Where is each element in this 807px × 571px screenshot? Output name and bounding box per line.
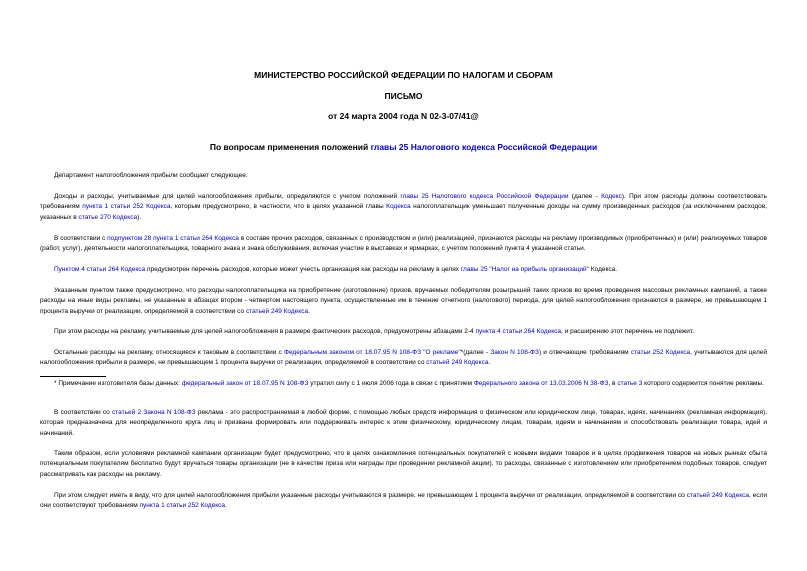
paragraph-5 xyxy=(40,286,767,317)
paragraph-7 xyxy=(40,348,767,369)
p6-text-1: При этом расходы на рекламу, учитываемые для целей налогообложения в размере фактических расходов, предусмотрены абзацами 2-4 xyxy=(54,328,476,335)
p5-text-2: . xyxy=(308,307,310,315)
paragraph-1 xyxy=(40,171,767,181)
p10-text-1: При этом следует иметь в виду, что для целей налогообложения прибыли указанные расходы учитываются в размере, не превышающем 1 процента выручки от реализации, определяемой в соответствии со xyxy=(54,492,687,499)
p2-text-6: ). xyxy=(137,213,142,221)
p1-text: Департамент налогообложения прибыли сообщает следующее. xyxy=(54,172,248,179)
fn-text-3: , в xyxy=(608,380,618,387)
paragraph-6 xyxy=(40,327,767,337)
p3-text-2: в составе прочих расходов, связанных с производством и (или) реализацией, признаются расходы на рекламу производимых (приобретенных) и (или) реализуемых товаров (работ, услуг), деятельности налогоплательщика, товарного знака и знака обслуживания, включая участие в выставках и ярмарках, с учетом положений пункта 4 указанной статьи. xyxy=(40,235,767,253)
p4-link-point-4[interactable]: Пунктом 4 статьи 264 Кодекса xyxy=(54,266,146,273)
p9-text-1: Таким образом, если условиями рекламной кампании организации будет предусмотрено, что в целях ознакомления потенциальных покупателей с новыми видами товаров и в целях продвижения товаров на новых рынках сбыта потенциальным покупателям бесплатно будут вручаться товары организации (не в качестве приза или награды при проведении рекламной акции), то расходы, связанные с изготовлением или приобретением подобных товаров, следует рассматривать как расходы на рекламу. xyxy=(40,450,767,478)
p5-text-1: Указанным пунктом также предусмотрено, что расходы налогоплательщика на приобретение (изготовление) призов, вручаемых победителям розыгрышей таких призов во время проведения массовых рекламных кампаний, а также расходы на иные виды рекламы, не указанные в абзацах втором - четвертом настоящего пункта, осуществленные им в течение отчетного (налогового) периода, для целей налогообложения признаются в размере, не превышающем 1 процента выручки от реализации, определяемой в соответствии со xyxy=(40,287,767,315)
p10-text-2: , если они соответствуют требованиям xyxy=(40,492,768,510)
p2-link-article-252[interactable]: пункта 1 статьи 252 Кодекса xyxy=(82,203,171,211)
p2-link-code[interactable]: Кодекс xyxy=(601,193,622,200)
paragraph-8 xyxy=(40,408,767,439)
p5-link-article-249[interactable]: статьей 249 Кодекса xyxy=(245,307,309,315)
p7-text-2: *(далее - xyxy=(460,349,491,356)
p7-link-article-252[interactable]: статьи 252 Кодекса xyxy=(630,349,691,356)
footnote-divider xyxy=(40,376,106,377)
p10-text-3: . xyxy=(225,502,227,510)
p7-text-5: . xyxy=(488,359,491,367)
p7-text-4: , учитываются для целей налогообложения прибыли в размере, не превышающем 1 процента выручки от реализации, определяемой в соответствии со xyxy=(40,349,767,367)
paragraph-10 xyxy=(40,491,767,512)
p2-link-article-270[interactable]: статье 270 Кодекса xyxy=(78,213,138,221)
p4-link-chapter-25[interactable]: главы 25 "Налог на прибыль организаций" xyxy=(460,266,589,273)
p2-link-chapter-25[interactable]: главы 25 Налогового кодекса Российской Федерации xyxy=(400,193,569,200)
p3-text-1: В соответствии с xyxy=(54,235,108,242)
paragraph-4 xyxy=(40,265,767,275)
document-type: ПИСЬМО xyxy=(384,91,423,101)
p7-link-article-249[interactable]: статьей 249 Кодекса xyxy=(426,359,489,367)
p8-text-2: реклама - это распространяемая в любой форме, с помощью любых средств информация о физическом или юридическом лице, товарах, идеях, начинаниях (рекламная информация), которая предназначена для неопределенного круга лиц и призвана формировать или поддерживать интерес к этим физическому, юридическому лицам, товарам, идеям и начинаниям и способствовать реализации товара, идей и начинаний. xyxy=(40,409,767,437)
p2-text-2: (далее - xyxy=(568,193,602,200)
document-subject xyxy=(0,142,807,152)
p6-text-2: , и расширению этот перечень не подлежит. xyxy=(561,328,694,335)
fn-link-federal-law-38[interactable]: Федерального закона от 13.03.2006 N 38-ФЗ xyxy=(473,380,609,387)
p2-text-3: ). При этом расходы должны соответствовать требованиям xyxy=(40,193,767,211)
subject-prefix: По вопросам применения положений xyxy=(209,142,371,152)
p4-text-2: Кодекса. xyxy=(589,266,618,273)
fn-link-federal-law-108[interactable]: федеральный закон от 18.07.95 N 108-ФЗ xyxy=(181,380,309,387)
fn-link-article-3[interactable]: статье 3 xyxy=(617,380,643,387)
p7-link-law-108[interactable]: Закон N 108-ФЗ xyxy=(490,349,539,356)
p2-text-1: Доходы и расходы, учитываемые для целей налогообложения прибыли, определяются с учетом положений xyxy=(54,193,401,200)
p8-text-1: В соответствии со xyxy=(54,409,112,416)
p8-link-article-2[interactable]: статьей 2 Закона N 108-ФЗ xyxy=(112,409,196,416)
p6-link-point-4[interactable]: пункта 4 статьи 264 Кодекса xyxy=(475,328,562,335)
fn-text-4: которого содержится понятие рекламы. xyxy=(642,380,764,387)
paragraph-9 xyxy=(40,449,767,480)
p10-link-article-249[interactable]: статьей 249 Кодекса xyxy=(686,492,750,499)
fn-text-2: утратил силу с 1 июля 2006 года в связи с принятием xyxy=(308,380,474,387)
p2-text-5: налогоплательщик уменьшает полученные доходы на сумму произведенных расходов (за исключением расходов, указанных в xyxy=(40,203,767,221)
paragraph-2 xyxy=(40,192,767,223)
p7-link-federal-law[interactable]: Федеральным законом от 18.07.95 N 108-ФЗ "О рекламе" xyxy=(284,349,461,356)
p2-text-4: , которым предусмотрено, в частности, что в целях указанной главы xyxy=(170,203,387,211)
p7-text-3: ) и отвечающие требованиям xyxy=(538,349,631,356)
p3-link-subpoint-28[interactable]: подпунктом 28 пункта 1 статьи 264 Кодекса xyxy=(107,235,239,242)
footnote xyxy=(40,379,767,389)
subject-link-chapter-25[interactable]: главы 25 Налогового кодекса Российской Федерации xyxy=(370,142,598,152)
document-date-number: от 24 марта 2004 года N 02-3-07/41@ xyxy=(328,111,479,121)
p10-link-article-252[interactable]: пункта 1 статьи 252 Кодекса xyxy=(139,502,226,510)
fn-text-1: * Примечание изготовителя базы данных: xyxy=(54,380,182,387)
paragraph-3 xyxy=(40,234,767,255)
p4-text-1: предусмотрен перечень расходов, которые может учесть организация как расходы на рекламу в целях xyxy=(145,266,461,273)
ministry-title: МИНИСТЕРСТВО РОССИЙСКОЙ ФЕДЕРАЦИИ ПО НАЛОГАМ И СБОРАМ xyxy=(254,70,553,80)
p7-text-1: Остальные расходы на рекламу, относящиеся к таковым в соответствии с xyxy=(54,349,284,356)
p2-link-code-2[interactable]: Кодекса xyxy=(386,203,411,211)
